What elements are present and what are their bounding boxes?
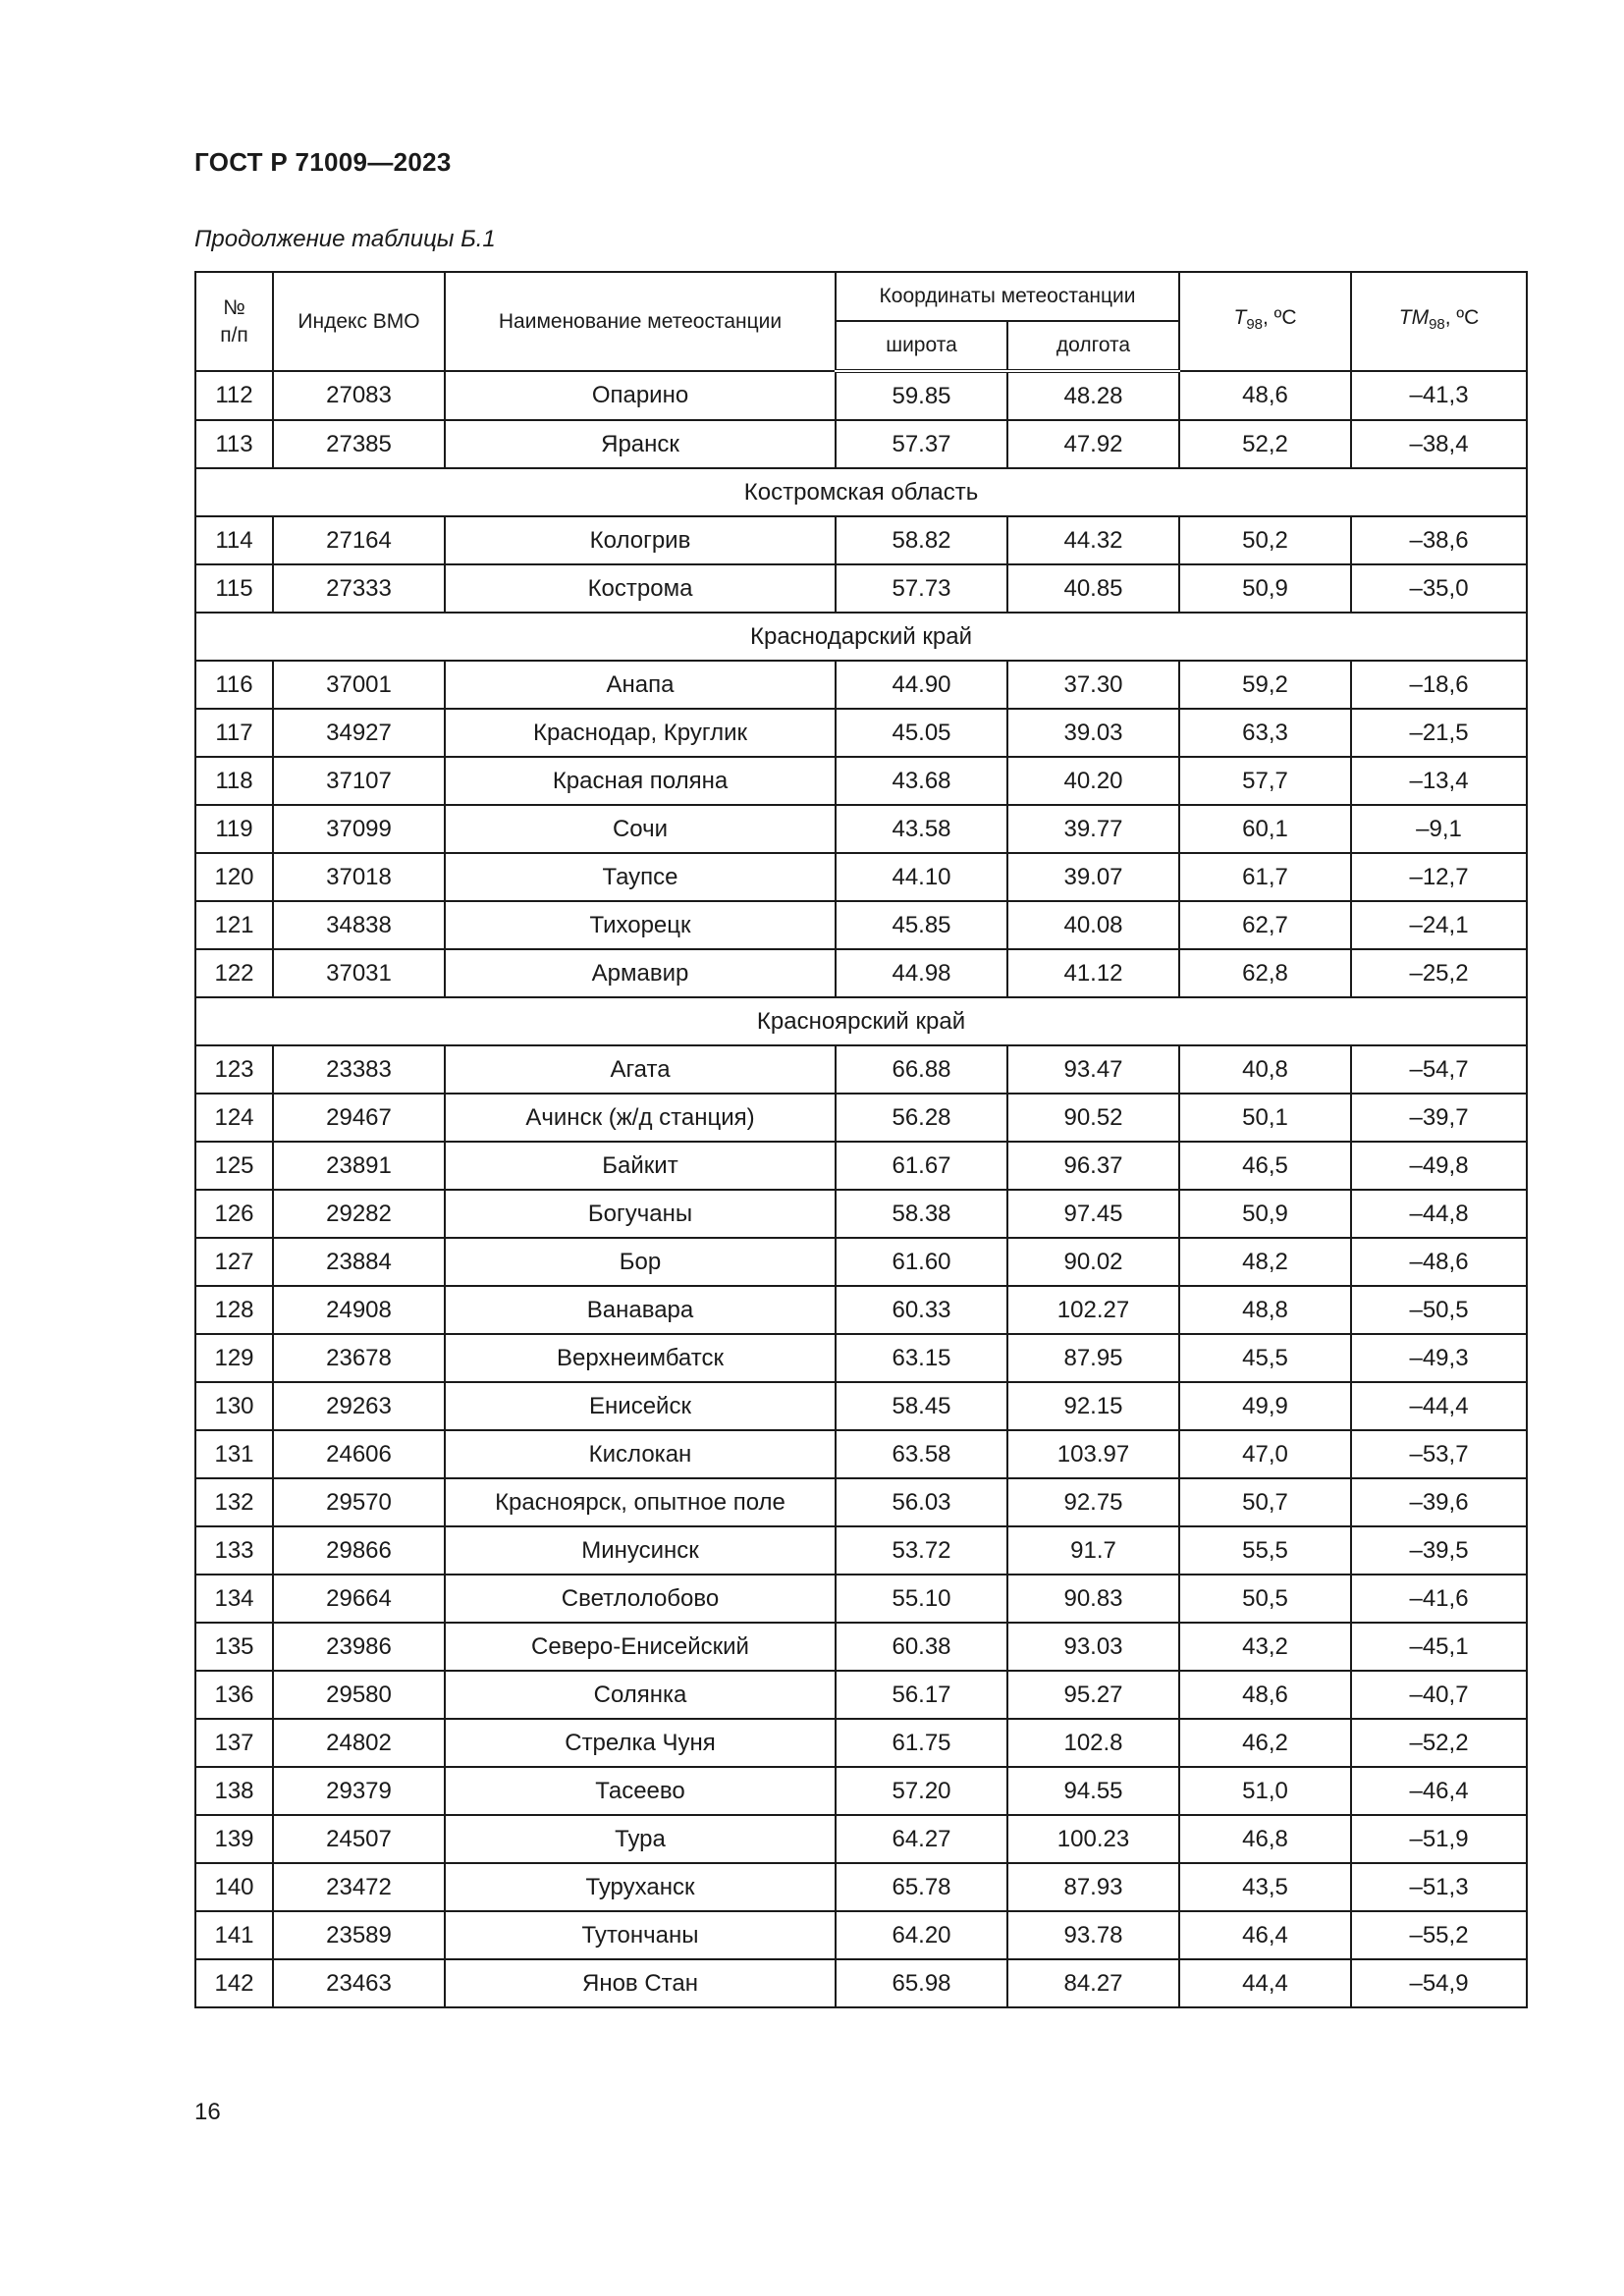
- cell-latitude: 60.33: [836, 1286, 1007, 1334]
- cell-tm98: –38,6: [1351, 516, 1527, 564]
- table-row: [195, 1382, 1527, 1430]
- cell-longitude: 93.03: [1007, 1623, 1179, 1671]
- cell-t98: 55,5: [1179, 1526, 1351, 1575]
- document-id: ГОСТ Р 71009—2023: [194, 147, 452, 177]
- cell-station-name: Богучаны: [445, 1190, 836, 1238]
- col-coords-header: Координаты метеостанции: [836, 272, 1179, 321]
- cell-station-name: Кислокан: [445, 1430, 836, 1478]
- cell-wmo-index: 27385: [273, 420, 445, 468]
- cell-t98: 50,9: [1179, 1190, 1351, 1238]
- cell-longitude: 90.83: [1007, 1575, 1179, 1623]
- cell-number: 141: [195, 1911, 273, 1959]
- table-row: [195, 709, 1527, 757]
- cell-tm98: –13,4: [1351, 757, 1527, 805]
- table-row: [195, 1142, 1527, 1190]
- table-row: [195, 1286, 1527, 1334]
- cell-tm98: –48,6: [1351, 1238, 1527, 1286]
- cell-number: 113: [195, 420, 273, 468]
- cell-longitude: 92.75: [1007, 1478, 1179, 1526]
- cell-wmo-index: 37031: [273, 949, 445, 997]
- cell-number: 134: [195, 1575, 273, 1623]
- cell-latitude: 56.28: [836, 1094, 1007, 1142]
- cell-tm98: –41,3: [1351, 371, 1527, 420]
- cell-wmo-index: 23678: [273, 1334, 445, 1382]
- cell-number: 129: [195, 1334, 273, 1382]
- cell-wmo-index: 29379: [273, 1767, 445, 1815]
- cell-number: 138: [195, 1767, 273, 1815]
- cell-tm98: –44,8: [1351, 1190, 1527, 1238]
- cell-t98: 62,8: [1179, 949, 1351, 997]
- cell-station-name: Анапа: [445, 661, 836, 709]
- section-title: Краснодарский край: [195, 613, 1527, 661]
- cell-number: 127: [195, 1238, 273, 1286]
- cell-latitude: 60.38: [836, 1623, 1007, 1671]
- cell-station-name: Кологрив: [445, 516, 836, 564]
- cell-station-name: Северо-Енисейский: [445, 1623, 836, 1671]
- cell-longitude: 37.30: [1007, 661, 1179, 709]
- cell-number: 119: [195, 805, 273, 853]
- cell-wmo-index: 23463: [273, 1959, 445, 2007]
- cell-t98: 48,6: [1179, 371, 1351, 420]
- section-row: [195, 613, 1527, 661]
- cell-t98: 46,5: [1179, 1142, 1351, 1190]
- cell-wmo-index: 23884: [273, 1238, 445, 1286]
- col-number-header: [195, 272, 273, 371]
- cell-wmo-index: 29866: [273, 1526, 445, 1575]
- cell-t98: 50,2: [1179, 516, 1351, 564]
- cell-t98: 63,3: [1179, 709, 1351, 757]
- table-row: [195, 1190, 1527, 1238]
- stations-table: [194, 271, 1528, 2008]
- cell-longitude: 90.02: [1007, 1238, 1179, 1286]
- t98-unit: , ºС: [1263, 306, 1297, 329]
- cell-station-name: Кострома: [445, 564, 836, 613]
- cell-tm98: –54,9: [1351, 1959, 1527, 2007]
- cell-longitude: 91.7: [1007, 1526, 1179, 1575]
- cell-t98: 48,8: [1179, 1286, 1351, 1334]
- cell-number: 124: [195, 1094, 273, 1142]
- table-header: [195, 272, 1527, 371]
- table-row: [195, 661, 1527, 709]
- cell-station-name: Бор: [445, 1238, 836, 1286]
- cell-tm98: –39,7: [1351, 1094, 1527, 1142]
- cell-t98: 50,1: [1179, 1094, 1351, 1142]
- cell-longitude: 93.78: [1007, 1911, 1179, 1959]
- cell-tm98: –9,1: [1351, 805, 1527, 853]
- table-row: [195, 1911, 1527, 1959]
- section-title: Костромская область: [195, 468, 1527, 516]
- cell-number: 135: [195, 1623, 273, 1671]
- cell-station-name: Верхнеимбатск: [445, 1334, 836, 1382]
- cell-t98: 46,4: [1179, 1911, 1351, 1959]
- cell-longitude: 41.12: [1007, 949, 1179, 997]
- table-caption: Продолжение таблицы Б.1: [194, 226, 496, 252]
- cell-longitude: 95.27: [1007, 1671, 1179, 1719]
- cell-tm98: –53,7: [1351, 1430, 1527, 1478]
- cell-wmo-index: 23891: [273, 1142, 445, 1190]
- cell-latitude: 43.68: [836, 757, 1007, 805]
- table-row: [195, 564, 1527, 613]
- table-row: [195, 1719, 1527, 1767]
- t98-sub: 98: [1246, 316, 1264, 333]
- cell-longitude: 39.07: [1007, 853, 1179, 901]
- cell-wmo-index: 29263: [273, 1382, 445, 1430]
- cell-wmo-index: 37001: [273, 661, 445, 709]
- cell-station-name: Таупсе: [445, 853, 836, 901]
- cell-longitude: 103.97: [1007, 1430, 1179, 1478]
- cell-wmo-index: 34927: [273, 709, 445, 757]
- cell-wmo-index: 23589: [273, 1911, 445, 1959]
- col-index-header: Индекс ВМО: [273, 272, 445, 371]
- table-row: [195, 853, 1527, 901]
- cell-longitude: 44.32: [1007, 516, 1179, 564]
- cell-latitude: 61.67: [836, 1142, 1007, 1190]
- cell-number: 139: [195, 1815, 273, 1863]
- cell-longitude: 92.15: [1007, 1382, 1179, 1430]
- cell-t98: 44,4: [1179, 1959, 1351, 2007]
- cell-number: 130: [195, 1382, 273, 1430]
- cell-latitude: 64.20: [836, 1911, 1007, 1959]
- cell-tm98: –39,6: [1351, 1478, 1527, 1526]
- col-t98-header: [1179, 272, 1351, 371]
- cell-longitude: 96.37: [1007, 1142, 1179, 1190]
- table-row: [195, 1238, 1527, 1286]
- cell-t98: 50,5: [1179, 1575, 1351, 1623]
- cell-tm98: –49,3: [1351, 1334, 1527, 1382]
- cell-number: 136: [195, 1671, 273, 1719]
- cell-station-name: Минусинск: [445, 1526, 836, 1575]
- cell-wmo-index: 23472: [273, 1863, 445, 1911]
- cell-latitude: 58.38: [836, 1190, 1007, 1238]
- cell-longitude: 47.92: [1007, 420, 1179, 468]
- table-row: [195, 1959, 1527, 2007]
- cell-latitude: 53.72: [836, 1526, 1007, 1575]
- cell-number: 114: [195, 516, 273, 564]
- cell-t98: 47,0: [1179, 1430, 1351, 1478]
- cell-number: 120: [195, 853, 273, 901]
- cell-latitude: 64.27: [836, 1815, 1007, 1863]
- cell-longitude: 84.27: [1007, 1959, 1179, 2007]
- cell-longitude: 102.8: [1007, 1719, 1179, 1767]
- cell-tm98: –46,4: [1351, 1767, 1527, 1815]
- cell-latitude: 59.85: [836, 371, 1007, 420]
- cell-t98: 49,9: [1179, 1382, 1351, 1430]
- cell-number: 122: [195, 949, 273, 997]
- cell-wmo-index: 27083: [273, 371, 445, 420]
- cell-station-name: Армавир: [445, 949, 836, 997]
- table-row: [195, 1045, 1527, 1094]
- cell-wmo-index: 29664: [273, 1575, 445, 1623]
- table-row: [195, 371, 1527, 420]
- cell-latitude: 44.98: [836, 949, 1007, 997]
- table-row: [195, 949, 1527, 997]
- cell-longitude: 39.03: [1007, 709, 1179, 757]
- cell-station-name: Агата: [445, 1045, 836, 1094]
- cell-longitude: 93.47: [1007, 1045, 1179, 1094]
- cell-tm98: –45,1: [1351, 1623, 1527, 1671]
- table-row: [195, 901, 1527, 949]
- cell-longitude: 40.08: [1007, 901, 1179, 949]
- cell-number: 133: [195, 1526, 273, 1575]
- cell-number: 117: [195, 709, 273, 757]
- cell-number: 125: [195, 1142, 273, 1190]
- cell-station-name: Стрелка Чуня: [445, 1719, 836, 1767]
- cell-wmo-index: 34838: [273, 901, 445, 949]
- table-row: [195, 1575, 1527, 1623]
- cell-number: 128: [195, 1286, 273, 1334]
- cell-tm98: –49,8: [1351, 1142, 1527, 1190]
- cell-longitude: 102.27: [1007, 1286, 1179, 1334]
- cell-tm98: –18,6: [1351, 661, 1527, 709]
- cell-tm98: –24,1: [1351, 901, 1527, 949]
- cell-wmo-index: 29570: [273, 1478, 445, 1526]
- section-row: [195, 468, 1527, 516]
- cell-station-name: Тура: [445, 1815, 836, 1863]
- cell-longitude: 48.28: [1007, 371, 1179, 420]
- cell-t98: 43,5: [1179, 1863, 1351, 1911]
- cell-number: 126: [195, 1190, 273, 1238]
- tm98-var: TM: [1398, 306, 1430, 329]
- table-row: [195, 1815, 1527, 1863]
- cell-latitude: 57.20: [836, 1767, 1007, 1815]
- table-row: [195, 805, 1527, 853]
- table-row: [195, 757, 1527, 805]
- cell-latitude: 57.37: [836, 420, 1007, 468]
- cell-t98: 40,8: [1179, 1045, 1351, 1094]
- cell-station-name: Сочи: [445, 805, 836, 853]
- cell-t98: 59,2: [1179, 661, 1351, 709]
- cell-tm98: –39,5: [1351, 1526, 1527, 1575]
- cell-tm98: –51,3: [1351, 1863, 1527, 1911]
- cell-number: 115: [195, 564, 273, 613]
- cell-station-name: Краснодар, Круглик: [445, 709, 836, 757]
- cell-latitude: 65.78: [836, 1863, 1007, 1911]
- cell-station-name: Байкит: [445, 1142, 836, 1190]
- col-number-line1: №: [223, 295, 245, 319]
- cell-t98: 45,5: [1179, 1334, 1351, 1382]
- cell-longitude: 40.85: [1007, 564, 1179, 613]
- cell-t98: 61,7: [1179, 853, 1351, 901]
- cell-t98: 51,0: [1179, 1767, 1351, 1815]
- table-row: [195, 1767, 1527, 1815]
- cell-station-name: Тасеево: [445, 1767, 836, 1815]
- cell-wmo-index: 37099: [273, 805, 445, 853]
- cell-number: 137: [195, 1719, 273, 1767]
- cell-wmo-index: 23383: [273, 1045, 445, 1094]
- cell-wmo-index: 37018: [273, 853, 445, 901]
- cell-station-name: Енисейск: [445, 1382, 836, 1430]
- cell-wmo-index: 29282: [273, 1190, 445, 1238]
- cell-tm98: –12,7: [1351, 853, 1527, 901]
- cell-number: 118: [195, 757, 273, 805]
- cell-t98: 62,7: [1179, 901, 1351, 949]
- cell-wmo-index: 29580: [273, 1671, 445, 1719]
- cell-station-name: Ванавара: [445, 1286, 836, 1334]
- section-title: Красноярский край: [195, 997, 1527, 1045]
- cell-wmo-index: 23986: [273, 1623, 445, 1671]
- cell-tm98: –55,2: [1351, 1911, 1527, 1959]
- cell-latitude: 44.90: [836, 661, 1007, 709]
- cell-station-name: Туруханск: [445, 1863, 836, 1911]
- cell-wmo-index: 24908: [273, 1286, 445, 1334]
- cell-t98: 50,7: [1179, 1478, 1351, 1526]
- cell-number: 123: [195, 1045, 273, 1094]
- cell-station-name: Опарино: [445, 371, 836, 420]
- cell-number: 140: [195, 1863, 273, 1911]
- cell-t98: 46,2: [1179, 1719, 1351, 1767]
- cell-station-name: Светлолобово: [445, 1575, 836, 1623]
- table-row: [195, 516, 1527, 564]
- cell-latitude: 61.60: [836, 1238, 1007, 1286]
- table-row: [195, 1334, 1527, 1382]
- cell-tm98: –41,6: [1351, 1575, 1527, 1623]
- cell-t98: 43,2: [1179, 1623, 1351, 1671]
- cell-longitude: 90.52: [1007, 1094, 1179, 1142]
- cell-number: 132: [195, 1478, 273, 1526]
- cell-latitude: 58.45: [836, 1382, 1007, 1430]
- cell-number: 121: [195, 901, 273, 949]
- cell-number: 116: [195, 661, 273, 709]
- col-number-line2: п/п: [220, 323, 248, 347]
- cell-station-name: Тихорецк: [445, 901, 836, 949]
- cell-longitude: 39.77: [1007, 805, 1179, 853]
- col-tm98-header: [1351, 272, 1527, 371]
- cell-longitude: 87.93: [1007, 1863, 1179, 1911]
- cell-tm98: –51,9: [1351, 1815, 1527, 1863]
- cell-wmo-index: 37107: [273, 757, 445, 805]
- table-row: [195, 420, 1527, 468]
- cell-latitude: 66.88: [836, 1045, 1007, 1094]
- cell-number: 142: [195, 1959, 273, 2007]
- cell-tm98: –44,4: [1351, 1382, 1527, 1430]
- cell-tm98: –52,2: [1351, 1719, 1527, 1767]
- t98-var: T: [1233, 306, 1247, 329]
- cell-number: 112: [195, 371, 273, 420]
- cell-wmo-index: 24507: [273, 1815, 445, 1863]
- cell-latitude: 56.17: [836, 1671, 1007, 1719]
- cell-latitude: 43.58: [836, 805, 1007, 853]
- cell-latitude: 63.58: [836, 1430, 1007, 1478]
- cell-station-name: Солянка: [445, 1671, 836, 1719]
- cell-tm98: –50,5: [1351, 1286, 1527, 1334]
- cell-tm98: –40,7: [1351, 1671, 1527, 1719]
- table-row: [195, 1478, 1527, 1526]
- cell-t98: 48,2: [1179, 1238, 1351, 1286]
- cell-latitude: 57.73: [836, 564, 1007, 613]
- cell-wmo-index: 24606: [273, 1430, 445, 1478]
- cell-wmo-index: 27333: [273, 564, 445, 613]
- cell-longitude: 87.95: [1007, 1334, 1179, 1382]
- table-row: [195, 1430, 1527, 1478]
- col-name-header: Наименование метеостанции: [445, 272, 836, 371]
- tm98-sub: 98: [1429, 316, 1445, 333]
- table-row: [195, 1863, 1527, 1911]
- cell-tm98: –35,0: [1351, 564, 1527, 613]
- cell-latitude: 55.10: [836, 1575, 1007, 1623]
- cell-latitude: 61.75: [836, 1719, 1007, 1767]
- table-row: [195, 1526, 1527, 1575]
- table-body: [195, 371, 1527, 2007]
- cell-tm98: –38,4: [1351, 420, 1527, 468]
- col-lon-header: долгота: [1007, 321, 1179, 371]
- section-row: [195, 997, 1527, 1045]
- table-row: [195, 1623, 1527, 1671]
- cell-longitude: 100.23: [1007, 1815, 1179, 1863]
- cell-longitude: 97.45: [1007, 1190, 1179, 1238]
- col-lat-header: широта: [836, 321, 1007, 371]
- page-number: 16: [194, 2099, 221, 2125]
- cell-longitude: 94.55: [1007, 1767, 1179, 1815]
- cell-latitude: 65.98: [836, 1959, 1007, 2007]
- cell-station-name: Красноярск, опытное поле: [445, 1478, 836, 1526]
- cell-station-name: Тутончаны: [445, 1911, 836, 1959]
- cell-t98: 50,9: [1179, 564, 1351, 613]
- cell-tm98: –25,2: [1351, 949, 1527, 997]
- cell-latitude: 56.03: [836, 1478, 1007, 1526]
- cell-t98: 46,8: [1179, 1815, 1351, 1863]
- cell-station-name: Красная поляна: [445, 757, 836, 805]
- cell-station-name: Ачинск (ж/д станция): [445, 1094, 836, 1142]
- cell-latitude: 63.15: [836, 1334, 1007, 1382]
- cell-tm98: –54,7: [1351, 1045, 1527, 1094]
- cell-wmo-index: 29467: [273, 1094, 445, 1142]
- cell-t98: 57,7: [1179, 757, 1351, 805]
- table-row: [195, 1094, 1527, 1142]
- cell-t98: 48,6: [1179, 1671, 1351, 1719]
- table-row: [195, 1671, 1527, 1719]
- cell-number: 131: [195, 1430, 273, 1478]
- cell-longitude: 40.20: [1007, 757, 1179, 805]
- cell-station-name: Яранск: [445, 420, 836, 468]
- cell-latitude: 45.05: [836, 709, 1007, 757]
- cell-wmo-index: 24802: [273, 1719, 445, 1767]
- cell-latitude: 44.10: [836, 853, 1007, 901]
- cell-t98: 52,2: [1179, 420, 1351, 468]
- cell-wmo-index: 27164: [273, 516, 445, 564]
- tm98-unit: , ºС: [1444, 306, 1480, 329]
- cell-t98: 60,1: [1179, 805, 1351, 853]
- cell-latitude: 58.82: [836, 516, 1007, 564]
- cell-station-name: Янов Стан: [445, 1959, 836, 2007]
- cell-latitude: 45.85: [836, 901, 1007, 949]
- cell-tm98: –21,5: [1351, 709, 1527, 757]
